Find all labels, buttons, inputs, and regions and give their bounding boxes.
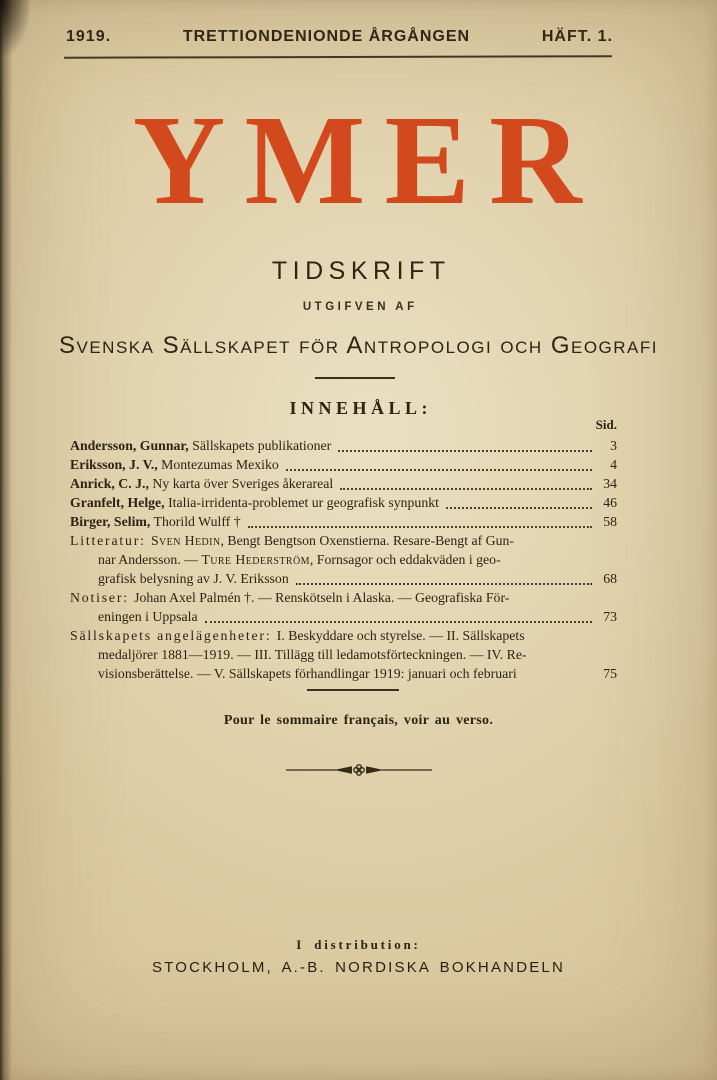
toc-line [70, 531, 617, 550]
toc-line [70, 607, 617, 626]
divider-rule-top [315, 377, 395, 379]
toc-line [70, 645, 617, 664]
toc-leader-dots [340, 488, 592, 490]
distribution-label: I distribution: [296, 937, 421, 952]
issue-volume: TRETTIONDENIONDE ÅRGÅNGEN [182, 28, 471, 45]
society-name: Svenska Sällskapet för Antropologi och Geografi [58, 332, 659, 359]
toc-entry [70, 531, 617, 588]
toc-line [70, 455, 617, 474]
toc-leader-dots [205, 621, 592, 623]
divider-rule-bottom [307, 689, 399, 691]
toc-entry-text: Eriksson, J. V., Montezumas Mexiko [70, 457, 279, 472]
toc-entry [70, 512, 617, 531]
toc-entry [70, 474, 617, 493]
toc-entry-text: Granfelt, Helge, Italia-irridenta-problemet ur geografisk synpunkt [70, 495, 439, 510]
toc-page-number: 73 [603, 609, 617, 624]
toc-leader-dots [248, 526, 592, 528]
toc-entry-text: medaljörer 1881—1919. — III. Tillägg till ledamotsförteckningen. — IV. Re- [98, 647, 527, 662]
toc-entry-text: Sällskapets angelägenheter: I. Beskyddare och styrelse. — II. Sällskapets [70, 628, 525, 643]
toc-line [70, 664, 617, 683]
toc-line [70, 569, 617, 588]
toc-line [70, 493, 617, 512]
toc-line [70, 550, 617, 569]
toc-leader-dots [338, 450, 592, 452]
toc-page-column-label: Sid. [595, 417, 617, 432]
toc-heading: INNEHÅLL: [289, 398, 432, 418]
toc-line [70, 436, 617, 455]
toc-entry [70, 455, 617, 474]
toc-entry [70, 626, 617, 683]
toc-entry-text: Andersson, Gunnar, Sällskapets publikationer [70, 438, 332, 453]
issue-header [66, 28, 613, 46]
toc-leader-dots [446, 507, 592, 509]
toc-line [70, 474, 617, 493]
published-by-line: UTGIFVEN AF [302, 301, 418, 313]
header-rule [64, 55, 612, 58]
scan-corner-shadow [0, 0, 30, 56]
toc-line [70, 588, 617, 607]
toc-entry-text: Notiser: Johan Axel Palmén †. — Renskötseln i Alaska. — Geografiska För- [70, 590, 510, 605]
toc-line [70, 512, 617, 531]
fleuron-divider-icon [0, 761, 717, 779]
toc-page-number: 75 [603, 666, 617, 681]
toc-entry-text: Litteratur: Sven Hedin, Bengt Bengtson Oxenstierna. Resare-Bengt af Gun- [70, 533, 515, 548]
toc-entry [70, 436, 617, 455]
toc-leader-dots [286, 469, 592, 471]
toc-leader-dots [296, 583, 592, 585]
toc-entry-text: grafisk belysning av J. V. Eriksson [98, 571, 289, 586]
toc-page-number: 46 [603, 495, 617, 510]
toc-line [70, 626, 617, 645]
toc-page-number: 3 [610, 438, 617, 453]
toc-entry-text: nar Andersson. — Ture Hederström, Fornsagor och eddakväden i geo- [98, 552, 501, 567]
toc-entry-text: eningen i Uppsala [98, 609, 198, 624]
toc-page-number: 4 [610, 457, 617, 472]
toc-entry-text: Anrick, C. J., Ny karta över Sveriges åkerareal [70, 476, 334, 491]
toc-page-number: 68 [603, 571, 617, 586]
journal-subtitle: TIDSKRIFT [271, 257, 451, 285]
journal-title: YMER [132, 89, 601, 231]
issue-year: 1919. [66, 28, 112, 45]
scan-edge-shadow [0, 0, 12, 1080]
toc-page-number: 58 [603, 514, 617, 529]
toc-page-number: 34 [603, 476, 617, 491]
publisher-line: STOCKHOLM, A.-B. NORDISKA BOKHANDELN [152, 959, 565, 976]
toc-entries [70, 436, 617, 683]
toc-entry-text: visionsberättelse. — V. Sällskapets förhandlingar 1919: januari och februari [98, 666, 517, 681]
issue-number: HÄFT. 1. [541, 28, 613, 45]
toc-entry-text: Birger, Selim, Thorild Wulff † [70, 514, 241, 529]
toc-entry [70, 493, 617, 512]
toc-entry [70, 588, 617, 626]
french-summary-note: Pour le sommaire français, voir au verso. [223, 713, 494, 728]
